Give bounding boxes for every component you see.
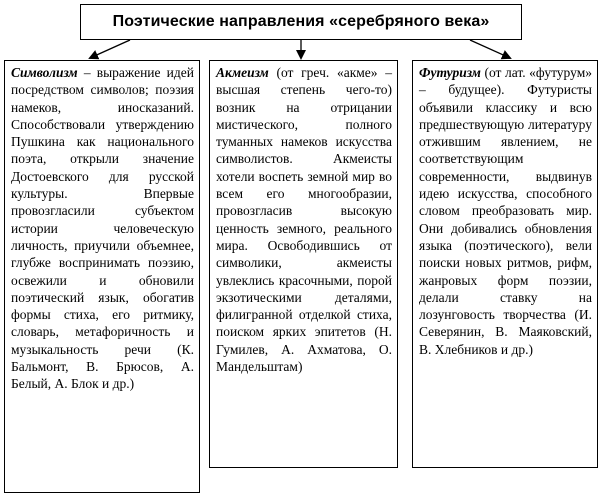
acmeism-description: (от греч. «акме» – высшая степень чего-то) возник на отрицании мистического, полного туманных намеков искусства символистов. Акмеисты хотели воспеть земной мир во всем его многообразии, провозгласив высокую ценность земного, реального мира. Освободившись от символики, акмеисты увлеклись красочными, порой экзотическими деталями, филигранной отделкой стиха, поиском ярких эпитетов (Н. Гумилев, А. Ахматова, О. Мандельштам): [216, 65, 392, 375]
futurism-box: [412, 60, 598, 468]
diagram-title-box: [80, 4, 522, 40]
symbolism-term: Символизм: [11, 65, 78, 80]
futurism-description: (от лат. «футурум» – будущее). Футуристы объявили классику и всю предшествующую литературу отжившим явлением, не соответствующим современности, выдвинув идею искусства, способного словом преобразовать мир. Они добивались обновления языка (поэтического), вели поиски новых ритмов, рифм, жанровых форм поэзии, делали ставку на лозунговость творчества (И. Северянин, В. Маяковский, В. Хлебников и др.): [419, 65, 592, 357]
futurism-term: Футуризм: [419, 65, 481, 80]
diagram-title: Поэтические направления «серебряного века»: [112, 13, 490, 30]
acmeism-term: Акмеизм: [216, 65, 269, 80]
arrow-to-symbolism: [90, 40, 130, 58]
symbolism-box: [4, 60, 200, 493]
acmeism-box: [209, 60, 398, 468]
symbolism-description: – выражение идей посредством символов; поэзия намеков, иносказаний. Способствовали утверждению Пушкина как национального поэта, открыли значение Достоевского для русской культуры. Впервые провозгласили субъектом истории человеческую личность, приучили объемнее, глубже воспринимать поэзию, освежили и обновили поэтический язык, обогатив формы стиха, его ритмику, словарь, метафоричность и музыкальность речи (К. Бальмонт, В. Брюсов, А. Белый, А. Блок и др.): [11, 65, 194, 392]
arrow-to-futurism: [470, 40, 510, 58]
